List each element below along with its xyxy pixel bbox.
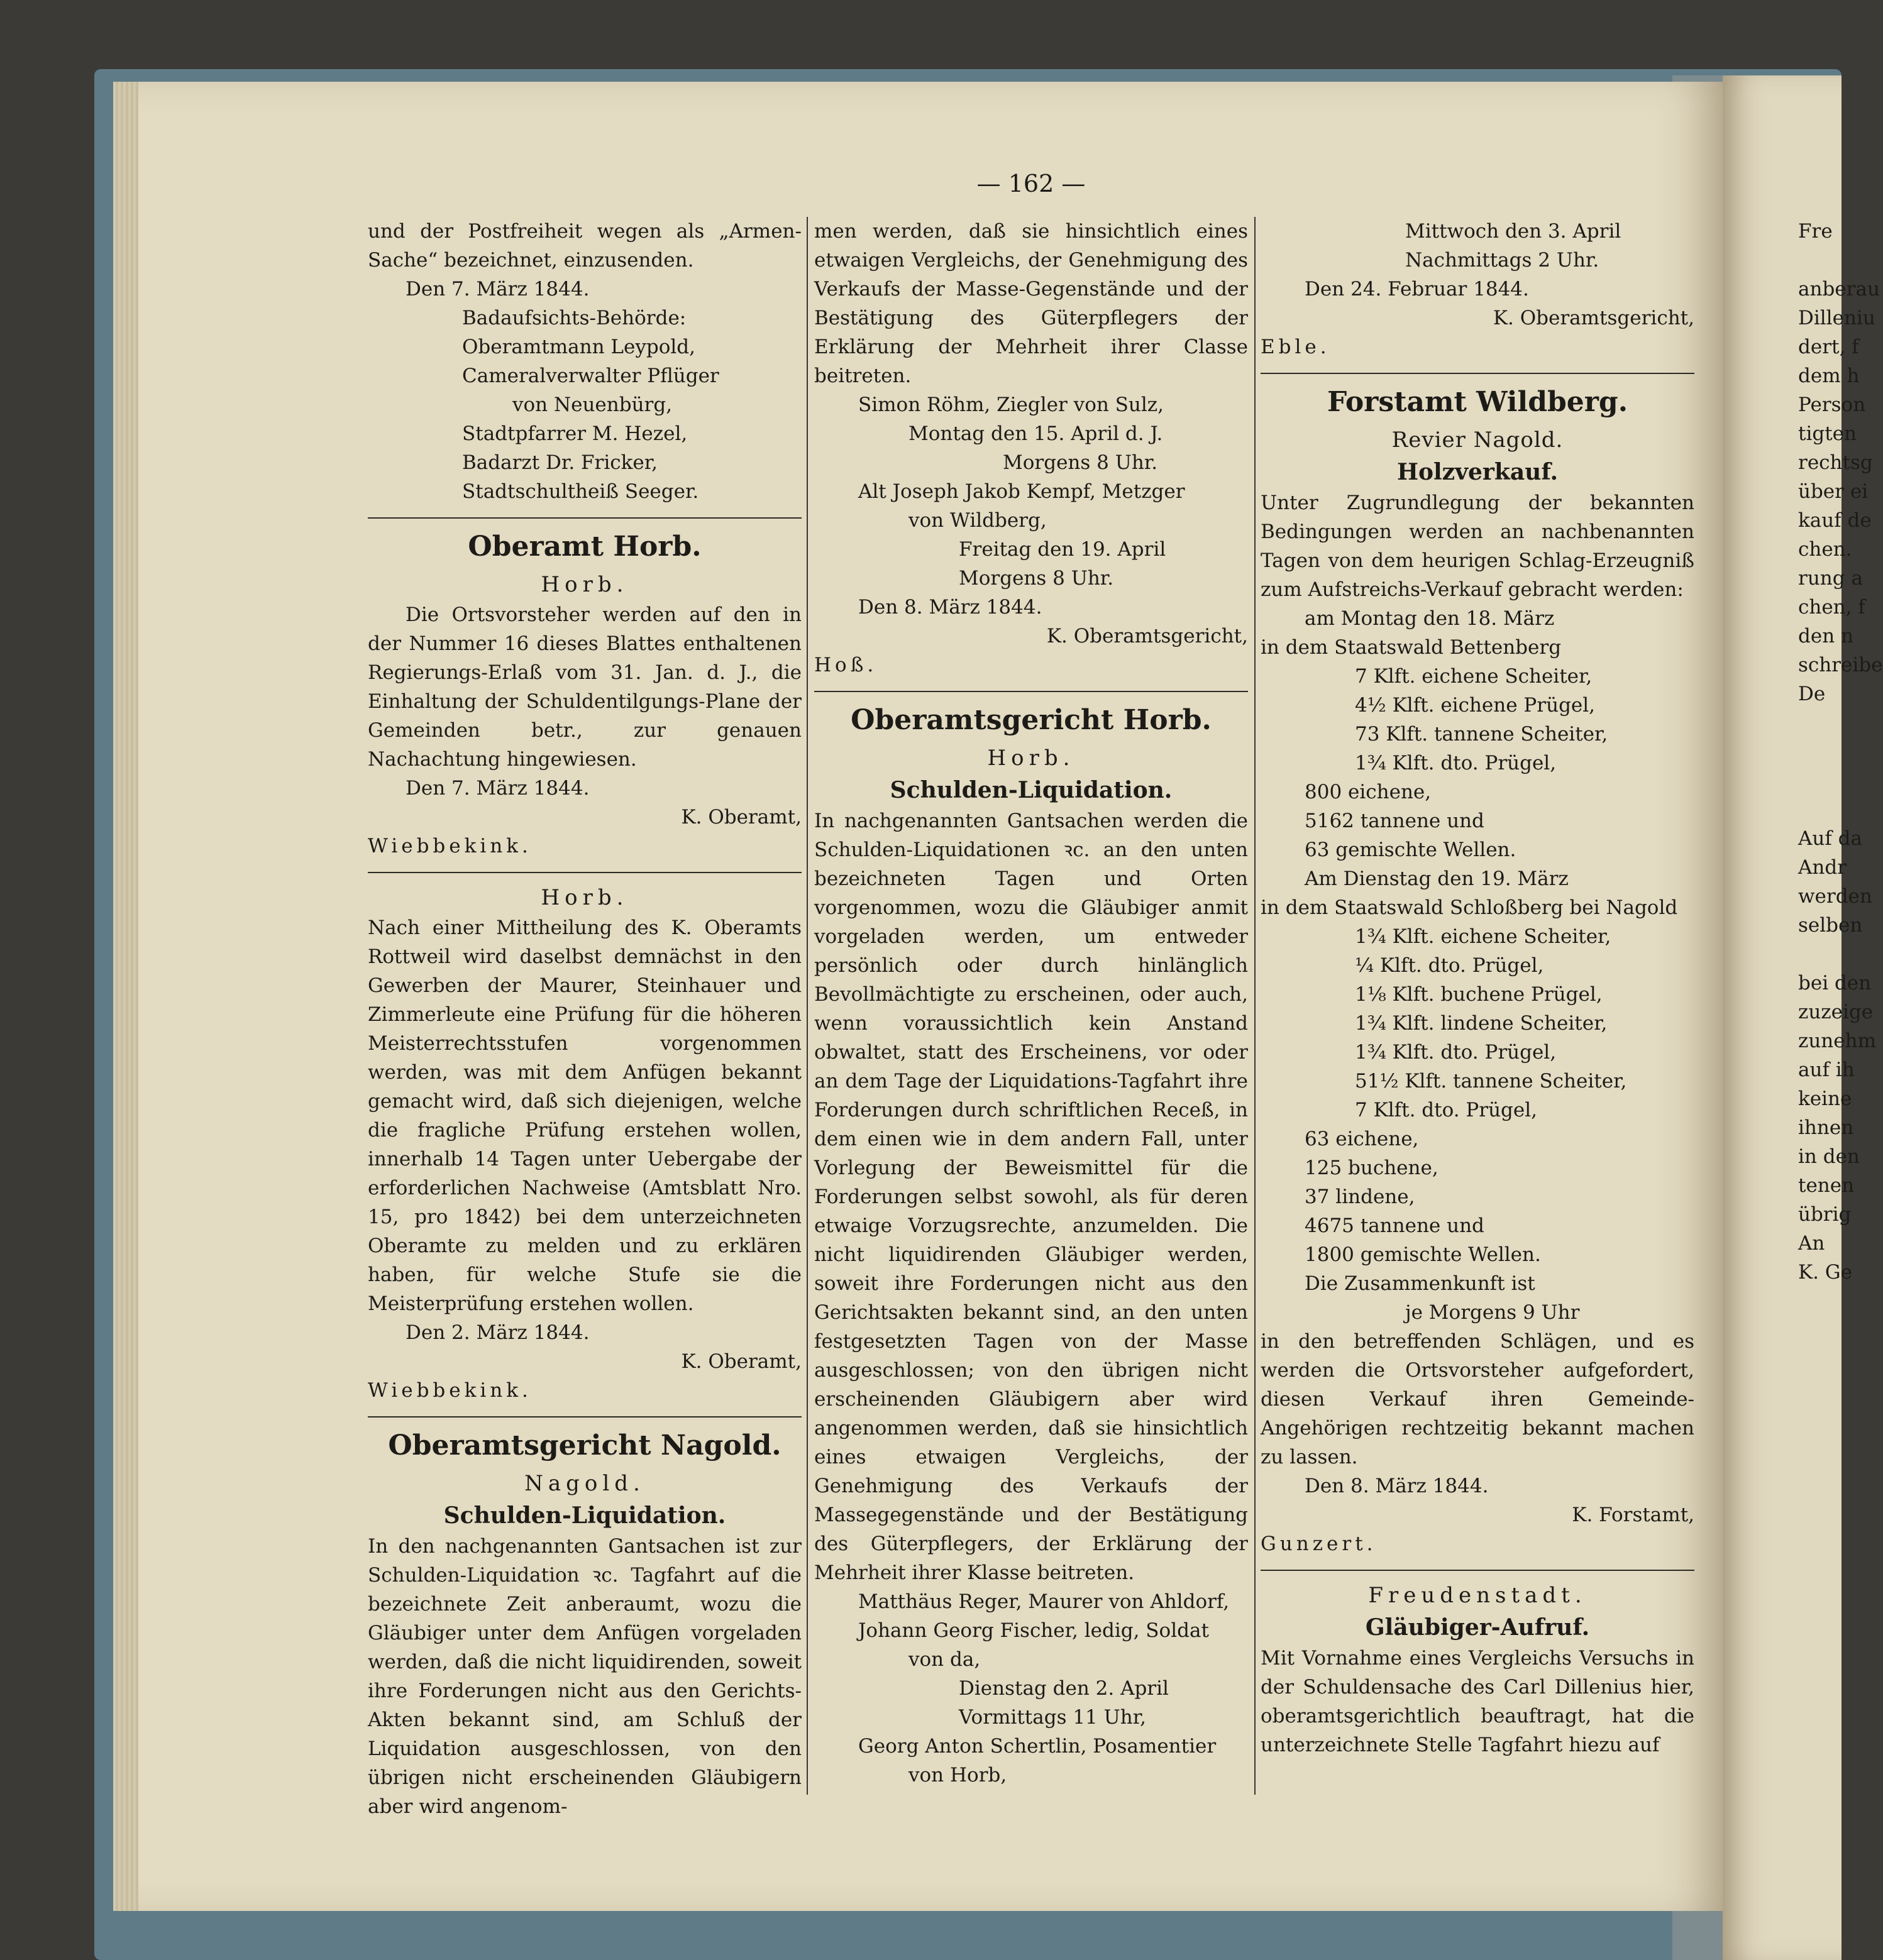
entry-when: Mittwoch den 3. April: [1405, 220, 1621, 243]
fragment: tigten: [1798, 422, 1857, 445]
paragraph: Mit Vornahme eines Vergleichs Versuchs in der Schuldensache des Carl Dillenius hier, oberamtsgerichtlich beauftragt, hat die unterzeichnete Stelle Tagfahrt hiezu auf: [1261, 1647, 1694, 1756]
fragment: [1798, 766, 1874, 795]
sale-place: in dem Staatswald Schloßberg bei Nagold: [1261, 896, 1678, 919]
wood-item: 800 eichene,: [1305, 781, 1432, 803]
member: Stadtpfarrer M. Hezel,: [462, 422, 688, 445]
wood-item: 73 Klft. tannene Scheiter,: [1355, 723, 1608, 746]
fragment: den n: [1798, 625, 1853, 647]
sale-place: in dem Staatswald Bettenberg: [1261, 636, 1562, 659]
section-rule: [368, 1416, 802, 1418]
fragment: [1798, 708, 1874, 737]
section-title: Forstamt Wildberg.: [1327, 386, 1628, 418]
section-title: Oberamtsgericht Nagold.: [388, 1429, 781, 1462]
fragment: De: [1798, 683, 1826, 705]
fragment: kauf de: [1798, 509, 1872, 532]
fragment: dert, f: [1798, 336, 1859, 358]
fragment: Person: [1798, 394, 1866, 416]
paragraph: In nachgenannten Gantsachen werden die Schulden-Liquidationen ꝛc. an den unten bezeichneten Tagen und Orten vorgenommen, wozu die Gläubiger anmit vorgeladen werden, um entweder persönlich oder durch hinlänglich Bevollmächtigte zu erscheinen, oder auch, wenn voraussichtlich kein Anstand obwaltet, statt des Erscheinens, vor oder an dem Tage der Liquidations-Tagfahrt ihre Forderungen durch schriftlichen Receß, in dem einen wie in dem andern Fall, unter Vorlegung der Beweismittel für die Forderungen selbst sowohl, als für deren etwaige Vorzugsrechte, anzumelden. Die nicht liquidirenden Gläubiger werden, soweit ihre Forderungen nicht aus den Gerichtsakten bekannt sind, an den unten festgesetzten Tagen von der Masse ausgeschlossen; von den übrigen nicht erscheinenden Gläubigern aber wird angenommen werden, daß sie hinsichtlich eines etwaigen Vergleichs, der Genehmigung des Verkaufs der Massegegenstände und der Bestätigung des Güterpflegers, der Erklärung der Mehrheit ihrer Klasse beitreten.: [814, 810, 1248, 1584]
fragment: dem h: [1798, 365, 1860, 387]
fragment: An: [1798, 1232, 1825, 1255]
place-heading: Horb.: [987, 746, 1075, 771]
entry: Matthäus Reger, Maurer von Ahldorf,: [858, 1590, 1230, 1613]
wood-item: ¼ Klft. dto. Prügel,: [1355, 954, 1544, 977]
entry: Simon Röhm, Ziegler von Sulz,: [858, 394, 1164, 416]
entry: von da,: [908, 1648, 981, 1671]
section-title: Oberamt Horb.: [468, 531, 702, 563]
fragment: übrig: [1798, 1203, 1852, 1226]
entry-time: Vormittags 11 Uhr,: [959, 1706, 1146, 1729]
fragment: K. Ge: [1798, 1261, 1852, 1284]
paragraph: Nach einer Mittheilung des K. Oberamts Rottweil wird daselbst demnächst in den Gewerben der Maurer, Steinhauer und Zimmerleute eine Prüfung für die höheren Meisterrechtsstufen vorgenommen werden, was mit dem Anfügen bekannt gemacht wird, daß sich diejenigen, welche die fragliche Prüfung erstehen wollen, innerhalb 14 Tagen unter Uebergabe der erforderlichen Nachweise (Amtsblatt Nro. 15, pro 1842) bei dem unterzeichneten Oberamte zu melden und zu erklären haben, für welche Stufe sie die Meisterprüfung erstehen wollen.: [368, 917, 802, 1315]
paragraph: In den nachgenannten Gantsachen ist zur Schulden-Liquidation ꝛc. Tagfahrt auf die bezeichnete Zeit anberaumt, wozu die Gläubiger unter dem Anfügen vorgeladen werden, daß die nicht liquidirenden, soweit ihre Forderungen nicht aus den Gerichts-Akten bekannt sind, am Schluß der Liquidation ausgeschlossen, von den übrigen nicht erscheinenden Gläubigern aber wird angenom-: [368, 1535, 802, 1818]
fragment: werden: [1798, 885, 1872, 908]
fragment: Fre: [1798, 220, 1833, 243]
member: Cameralverwalter Pflüger: [462, 365, 719, 387]
sub-heading: Holzverkauf.: [1396, 459, 1559, 485]
fragment: über ei: [1798, 480, 1869, 503]
wood-item: 4675 tannene und: [1305, 1214, 1484, 1237]
wood-item: 125 buchene,: [1305, 1157, 1438, 1179]
wood-item: 1¾ Klft. dto. Prügel,: [1355, 752, 1557, 774]
fragment: [1798, 795, 1874, 824]
section-rule: [368, 872, 802, 873]
member: Oberamtmann Leypold,: [462, 336, 695, 358]
paragraph: Unter Zugrundlegung der bekannten Bedingungen werden an nachbenannten Tagen von dem heurigen Schlag-Erzeugniß zum Aufstreichs-Verkauf gebracht werden:: [1261, 492, 1694, 601]
wood-item: 4½ Klft. eichene Prügel,: [1355, 694, 1596, 717]
fragment: selben: [1798, 914, 1863, 937]
fragment: [1798, 940, 1874, 969]
signature: K. Oberamt,: [681, 806, 802, 829]
signature: K. Oberamtsgericht,: [1046, 625, 1248, 647]
paragraph: men werden, daß sie hinsichtlich eines etwaigen Vergleichs, der Genehmigung des Verkaufs der Masse-Gegenstände und der Bestätigung des Güterpflegers der Erklärung der Mehrheit ihrer Classe beitreten.: [814, 220, 1248, 387]
date-line: Den 7. März 1844.: [406, 777, 590, 800]
entry-when: Freitag den 19. April: [959, 538, 1166, 561]
wood-item: 63 eichene,: [1305, 1128, 1419, 1150]
page-edges: [113, 82, 138, 1911]
fragment: ihnen: [1798, 1116, 1854, 1139]
signature: Eble.: [1261, 336, 1330, 358]
fragment: tenen: [1798, 1174, 1855, 1197]
sale-day: am Montag den 18. März: [1305, 607, 1555, 630]
wood-item: 7 Klft. dto. Prügel,: [1355, 1099, 1538, 1121]
member: von Neuenbürg,: [512, 394, 673, 416]
paragraph: in den betreffenden Schlägen, und es werden die Ortsvorsteher aufgefordert, diesen Verkauf ihren Gemeinde-Angehörigen rechtzeitig bekannt machen zu lassen.: [1261, 1330, 1694, 1468]
fragment: [1798, 246, 1874, 275]
entry-time: Nachmittags 2 Uhr.: [1405, 249, 1599, 272]
fragment: auf ih: [1798, 1059, 1855, 1081]
sale-day: Am Dienstag den 19. März: [1305, 867, 1569, 890]
wood-item: 1¾ Klft. lindene Scheiter,: [1355, 1012, 1608, 1035]
column-2: [814, 217, 1248, 1790]
place-heading: Revier Nagold.: [1391, 427, 1564, 453]
paragraph: und der Postfreiheit wegen als „Armen-Sache“ bezeichnet, einzusenden.: [368, 220, 802, 272]
sub-heading: Gläubiger-Aufruf.: [1365, 1614, 1590, 1641]
fragment: Dilleniu: [1798, 307, 1875, 329]
wood-item: 1⅛ Klft. buchene Prügel,: [1355, 983, 1603, 1006]
fragment: Andr: [1798, 856, 1847, 879]
signature: K. Oberamtsgericht,: [1493, 307, 1694, 329]
fragment: zuzeige: [1798, 1001, 1874, 1023]
date-line: Den 8. März 1844.: [858, 596, 1042, 619]
entry: Georg Anton Schertlin, Posamentier: [858, 1735, 1217, 1758]
member: Stadtschultheiß Seeger.: [462, 480, 699, 503]
wood-item: 37 lindene,: [1305, 1186, 1415, 1208]
wood-item: 1800 gemischte Wellen.: [1305, 1243, 1541, 1266]
column-1: [368, 217, 802, 1821]
wood-item: 7 Klft. eichene Scheiter,: [1355, 665, 1593, 688]
fragment: zunehm: [1798, 1030, 1876, 1052]
column-divider: [1254, 217, 1256, 1795]
place-heading: Freudenstadt.: [1368, 1583, 1587, 1608]
entry: von Wildberg,: [908, 509, 1047, 532]
date-line: Den 24. Februar 1844.: [1305, 278, 1529, 300]
section-title: Oberamtsgericht Horb.: [851, 704, 1212, 736]
fragment: [1798, 737, 1874, 766]
fragment: schreibe: [1798, 654, 1883, 676]
entry-time: Morgens 8 Uhr.: [959, 567, 1114, 590]
meeting-time: je Morgens 9 Uhr: [1405, 1301, 1580, 1324]
wood-item: 51½ Klft. tannene Scheiter,: [1355, 1070, 1627, 1093]
fragment: Auf da: [1798, 827, 1863, 850]
signature: Gunzert.: [1261, 1533, 1377, 1555]
signature: Wiebbekink.: [368, 835, 532, 857]
wood-item: 5162 tannene und: [1305, 810, 1484, 832]
place-heading: Horb.: [541, 572, 629, 597]
fragment: anberau: [1798, 278, 1880, 300]
sub-heading: Schulden-Liquidation.: [443, 1502, 726, 1529]
entry-when: Dienstag den 2. April: [959, 1677, 1169, 1700]
section-rule: [368, 517, 802, 519]
date-line: Den 7. März 1844.: [406, 278, 590, 300]
wood-item: 1¾ Klft. dto. Prügel,: [1355, 1041, 1557, 1064]
sub-heading: Schulden-Liquidation.: [890, 777, 1173, 803]
fragment: keine: [1798, 1087, 1852, 1110]
column-divider: [807, 217, 808, 1795]
fragment: bei den: [1798, 972, 1872, 994]
fragment: chen.: [1798, 538, 1852, 561]
signature: K. Oberamt,: [681, 1350, 802, 1373]
place-heading: Nagold.: [524, 1471, 645, 1496]
date-line: Den 8. März 1844.: [1305, 1475, 1489, 1497]
paragraph: Die Ortsvorsteher werden auf den in der Nummer 16 dieses Blattes enthaltenen Regierungs-Erlaß vom 31. Jan. d. J., die Einhaltung der Schuldentilgungs-Plane der Gemeinden betr., zur genauen Nachachtung hingewiesen.: [368, 603, 802, 771]
wood-item: 1¾ Klft. eichene Scheiter,: [1355, 925, 1611, 948]
entry: Alt Joseph Jakob Kempf, Metzger: [858, 480, 1185, 503]
date-line: Den 2. März 1844.: [406, 1321, 590, 1344]
fragment: rung a: [1798, 567, 1863, 590]
fragment: chen, f: [1798, 596, 1865, 619]
entry: von Horb,: [908, 1764, 1007, 1787]
entry: Johann Georg Fischer, ledig, Soldat: [858, 1619, 1209, 1642]
signature: Hoß.: [814, 654, 878, 676]
section-rule: [1261, 373, 1694, 374]
fragment: in den: [1798, 1145, 1860, 1168]
entry-when: Montag den 15. April d. J.: [908, 422, 1163, 445]
entry-time: Morgens 8 Uhr.: [1003, 451, 1158, 474]
column-3: [1261, 217, 1694, 1759]
facing-page-text: [1798, 217, 1883, 1287]
page-number: — 162 —: [976, 170, 1086, 197]
section-rule: [1261, 1570, 1694, 1571]
signature: Wiebbekink.: [368, 1379, 532, 1402]
place-heading: Horb.: [541, 885, 629, 910]
fragment: rechtsg: [1798, 451, 1873, 474]
meeting-note: Die Zusammenkunft ist: [1305, 1272, 1535, 1295]
signature: K. Forstamt,: [1572, 1504, 1694, 1526]
member: Badarzt Dr. Fricker,: [462, 451, 658, 474]
section-rule: [814, 691, 1248, 692]
authority: Badaufsichts-Behörde:: [462, 307, 687, 329]
wood-item: 63 gemischte Wellen.: [1305, 839, 1516, 861]
